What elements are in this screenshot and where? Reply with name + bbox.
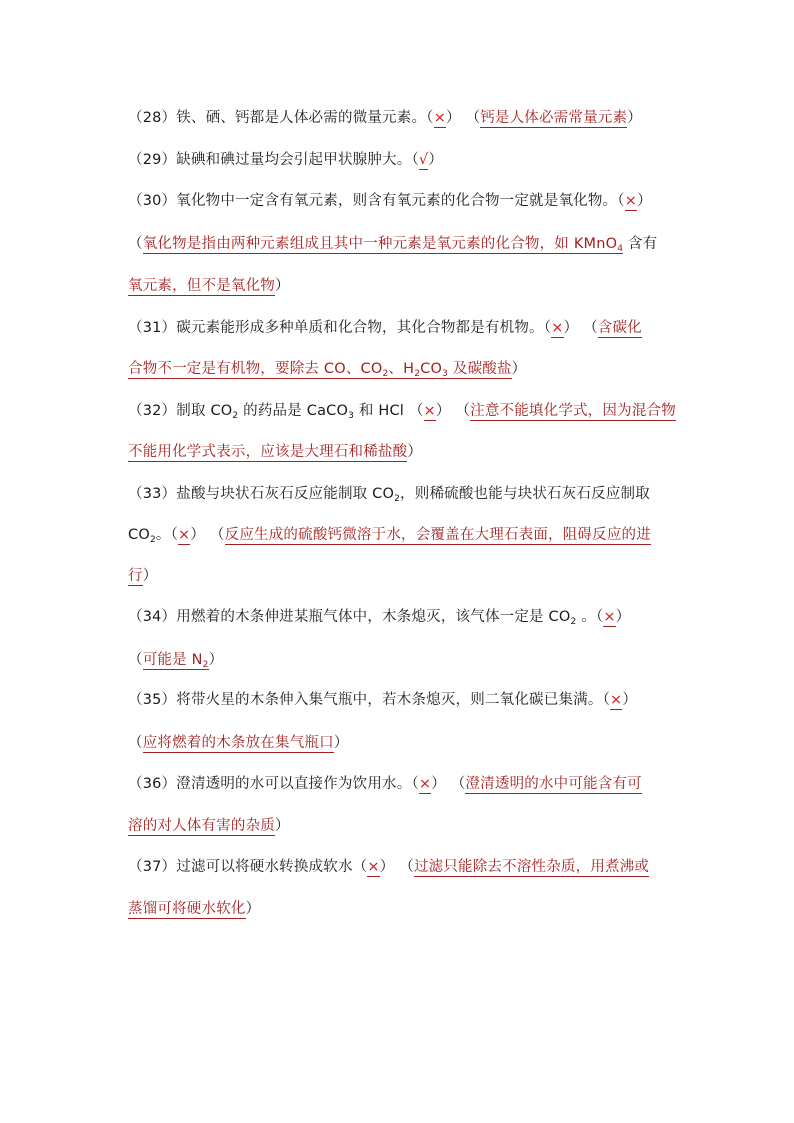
explanation: 溶的对人体有害的杂质 [128, 818, 275, 834]
explanation: 应将燃着的木条放在集气瓶口 [142, 735, 334, 751]
item-33: （33）盐酸与块状石灰石反应能制取 $CO_2$，则稀硫酸也能与块状石灰石反应制取 [128, 486, 650, 504]
explanation: 澄清透明的水中可能含有可 [465, 776, 642, 792]
explanation: 注意不能填化学式，因为混合物 [470, 403, 676, 419]
answer-mark: × [551, 320, 564, 336]
item-29: （29）缺碘和碘过量均会引起甲状腺肿大。（√） [128, 152, 444, 168]
answer-mark: × [603, 609, 616, 625]
answer-mark: × [367, 859, 380, 875]
answer-mark: × [624, 193, 638, 209]
item-31: （31）碳元素能形成多种单质和化合物，其化合物都是有机物。（×） （含碳化 [128, 320, 642, 336]
item-36-explanation-line-2: 溶的对人体有害的杂质） [128, 818, 290, 834]
item-33-explanation-line-2: 行） [128, 568, 158, 584]
explanation: 含碳化 [597, 320, 642, 336]
item-33-line-2: $CO_2$。（×） （反应生成的硫酸钙微溶于水，会覆盖在大理石表面，阻碍反应的进 [128, 527, 651, 545]
answer-mark: × [418, 776, 432, 792]
item-37-explanation-line-2: 蒸馏可将硬水软化） [128, 901, 261, 917]
explanation: 行 [128, 568, 143, 584]
answer-mark: √ [418, 152, 429, 168]
item-36: （36）澄清透明的水可以直接作为饮用水。（×） （澄清透明的水中可能含有可 [128, 776, 642, 792]
explanation: 合物不一定是有机物，要除去 CO、$CO_2$、$H_2CO_3$ 及碳酸盐 [128, 361, 512, 379]
item-32-explanation-line-2: 不能用化学式表示，应该是大理石和稀盐酸） [128, 444, 423, 460]
explanation: 钙是人体必需常量元素 [480, 110, 628, 126]
explanation: 氧化物是指由两种元素组成且其中一种元素是氧元素的化合物，如 KMnO$_4$ [142, 236, 624, 254]
answer-mark: × [423, 403, 436, 419]
item-28: （28）铁、硒、钙都是人体必需的微量元素。（×） （钙是人体必需常量元素） [128, 110, 642, 126]
item-34: （34）用燃着的木条伸进某瓶气体中，木条熄灭，该气体一定是 $CO_2$ 。（×） [128, 609, 631, 627]
item-30-explanation-line-2: 氧元素，但不是氧化物） [128, 278, 290, 294]
item-35-explanation: （应将燃着的木条放在集气瓶口） [128, 735, 349, 751]
answer-mark: × [433, 110, 446, 126]
item-31-explanation-line-2: 合物不一定是有机物，要除去 CO、$CO_2$、$H_2CO_3$ 及碳酸盐） [128, 361, 527, 379]
item-35: （35）将带火星的木条伸入集气瓶中，若木条熄灭，则二氧化碳已集满。（×） [128, 692, 638, 708]
answer-mark: × [178, 527, 191, 543]
item-34-explanation: （可能是 $N_2$） [128, 652, 224, 670]
item-30-explanation-line-1: （氧化物是指由两种元素组成且其中一种元素是氧元素的化合物，如 KMnO$_4$ 含有 [128, 236, 658, 254]
answer-mark: × [610, 692, 623, 708]
item-32: （32）制取 $CO_2$ 的药品是 CaCO$_3$ 和 HCl （×） （注意不能填化学式，因为混合物 [128, 403, 676, 421]
item-37: （37）过滤可以将硬水转换成软水（×） （过滤只能除去不溶性杂质，用煮沸或 [128, 859, 650, 875]
explanation: 过滤只能除去不溶性杂质，用煮沸或 [413, 859, 650, 875]
explanation: 不能用化学式表示，应该是大理石和稀盐酸 [128, 444, 408, 460]
explanation: 反应生成的硫酸钙微溶于水，会覆盖在大理石表面，阻碍反应的进 [224, 527, 651, 543]
item-30: （30）氧化物中一定含有氧元素，则含有氧元素的化合物一定就是氧化物。（×） [128, 193, 652, 209]
explanation: 蒸馏可将硬水软化 [128, 901, 246, 917]
explanation: 可能是 $N_2$ [142, 652, 209, 670]
explanation: 氧元素，但不是氧化物 [128, 278, 275, 294]
